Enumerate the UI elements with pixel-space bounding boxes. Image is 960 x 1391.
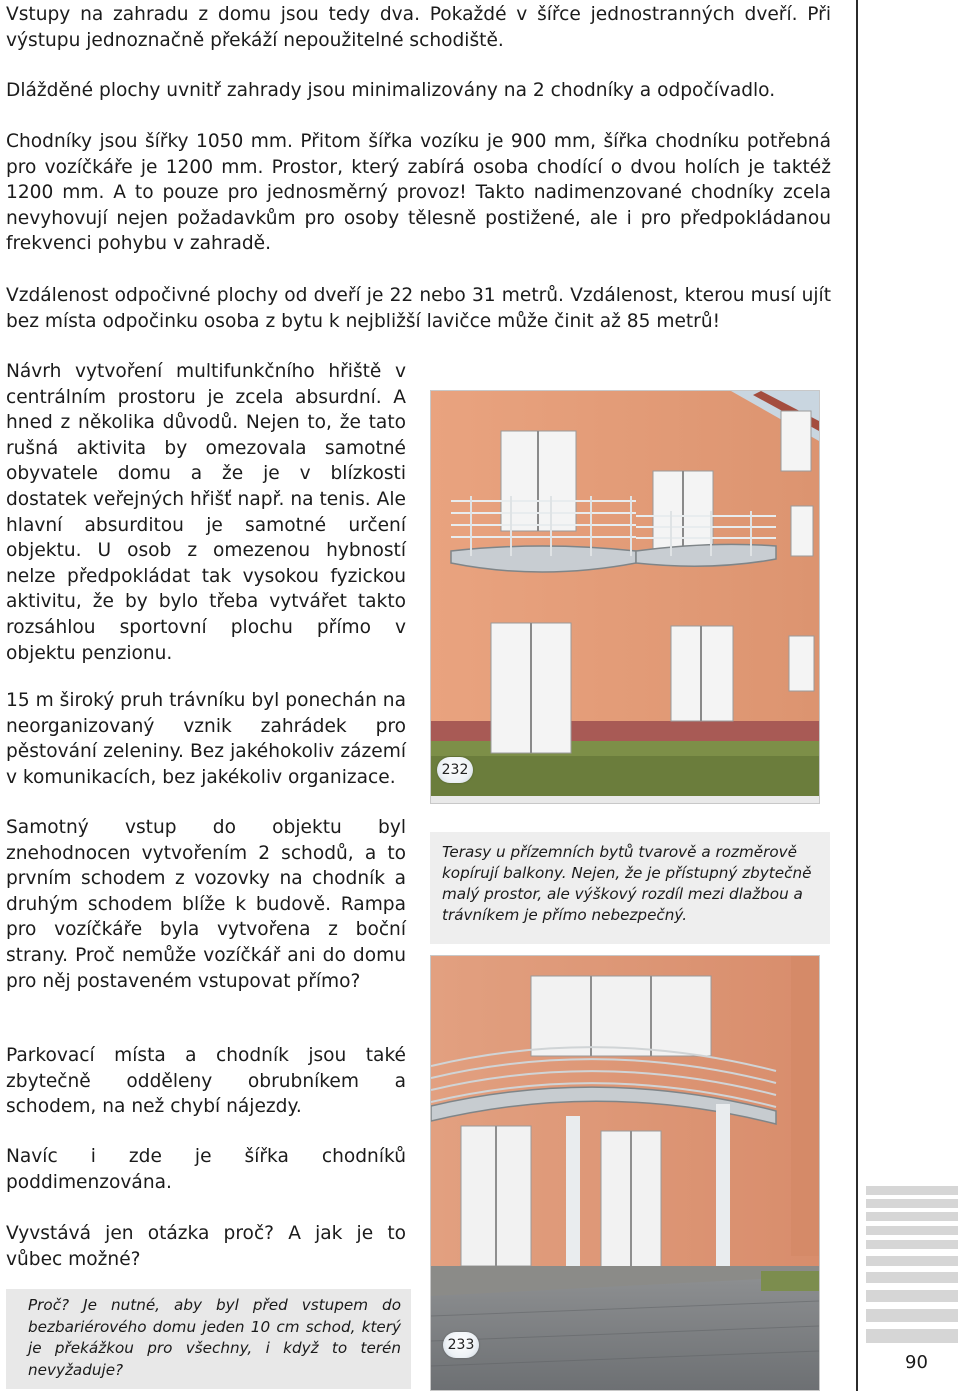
margin-stripe (866, 1199, 958, 1208)
paragraph-rest-distance: Vzdálenost odpočivné plochy od dveří je 22 nebo 31 metrů. Vzdálenost, kterou musí ujít bez místa odpočinku osoba z bytu k nejbližší lavičce může činit až 85 metrů! (6, 285, 831, 332)
margin-stripe (866, 1240, 958, 1249)
margin-rule (856, 0, 858, 1391)
figure-number-badge: 232 (437, 757, 473, 783)
margin-stripe (866, 1329, 958, 1343)
figure-number-badge: 233 (443, 1332, 479, 1358)
paragraph-paved-areas: Dlážděné plochy uvnitř zahrady jsou minimalizovány na 2 chodníky a odpočívadlo. (6, 80, 776, 101)
paragraph-question: Vyvstává jen otázka proč? A jak je to vůbec možné? (6, 1223, 406, 1270)
figure-caption (430, 832, 830, 944)
paragraph-entrance-steps: Samotný vstup do objektu byl znehodnocen vytvořením 2 schodů, a to prvním schodem z vozovky na chodník a druhým schodem blíže k budově. Rampa pro vozíčkáře byla vytvořena z boční strany. Proč nemůže vozíčkář ani do domu pro něj postaveném vstupovat přímo? (6, 817, 406, 992)
margin-stripe (866, 1256, 958, 1266)
paragraph-playground: Návrh vytvoření multifunkčního hřiště v centrálním prostoru je zcela absurdní. A hned z několika důvodů. Nejen to, že tato rušná aktivita by omezovala samotné obyvatele domu a že je v blízkosti dostatek veřejných hřišť např. na tenis. Ale hlavní absurditou je samotné určení objektu. U osob z omezenou hybností nelze předpokládat tak vysokou fyzickou aktivitu, že by bylo třeba vytvářet takto rozsáhlou sportovní plochu přímo v objektu penzionu. (6, 361, 406, 664)
margin-stripe (866, 1226, 958, 1235)
question-note-text: Proč? Je nutné, aby byl před vstupem do bezbariérového domu jeden 10 cm schod, který je překážkou pro všechny, i když to terén nevyžaduje? (28, 1296, 401, 1379)
margin-stripe (866, 1272, 958, 1283)
margin-stripe (866, 1186, 958, 1195)
margin-stripe (866, 1212, 958, 1221)
paragraph-entrances: Vstupy na zahradu z domu jsou tedy dva. Pokaždé v šířce jednostranných dveří. Při výstupu jednoznačně překáží nepoužitelné schodiště. (6, 4, 831, 51)
figure-caption-text: Terasy u přízemních bytů tvarově a rozměrově kopírují balkony. Nejen, že je přístupný zbytečně malý prostor, ale výškový rozdíl mezi dlažbou a trávníkem je přímo nebezpečný. (442, 843, 812, 924)
question-note (6, 1289, 411, 1389)
paragraph-parking: Parkovací místa a chodník jsou také zbytečně odděleny obrubníkem a schodem, na než chybí nájezdy. (6, 1045, 406, 1118)
photo-balconies (430, 390, 820, 804)
paragraph-path-undersized: Navíc i zde je šířka chodníků poddimenzována. (6, 1146, 406, 1193)
paragraph-lawn-strip: 15 m široký pruh trávníku byl ponechán na neorganizovaný vznik zahrádek pro pěstování zeleniny. Bez jakéhokoliv zázemí v komunikacích, bez jakékoliv organizace. (6, 690, 406, 788)
margin-stripe (866, 1309, 958, 1322)
margin-stripe (866, 1290, 958, 1302)
photo-entrance (430, 955, 820, 1391)
page-number: 90 (905, 1352, 928, 1373)
paragraph-path-width: Chodníky jsou šířky 1050 mm. Přitom šířka vozíku je 900 mm, šířka chodníku potřebná pro vozíčkáře je 1200 mm. Prostor, který zabírá osoba chodící o dvou holích je taktéž 1200 mm. A to pouze pro jednosměrný provoz! Takto nadimenzované chodníky zcela nevyhovují nejen požadavkům pro osoby tělesně postižené, ale i pro předpokládanou frekvenci pohybu v zahradě. (6, 131, 831, 255)
